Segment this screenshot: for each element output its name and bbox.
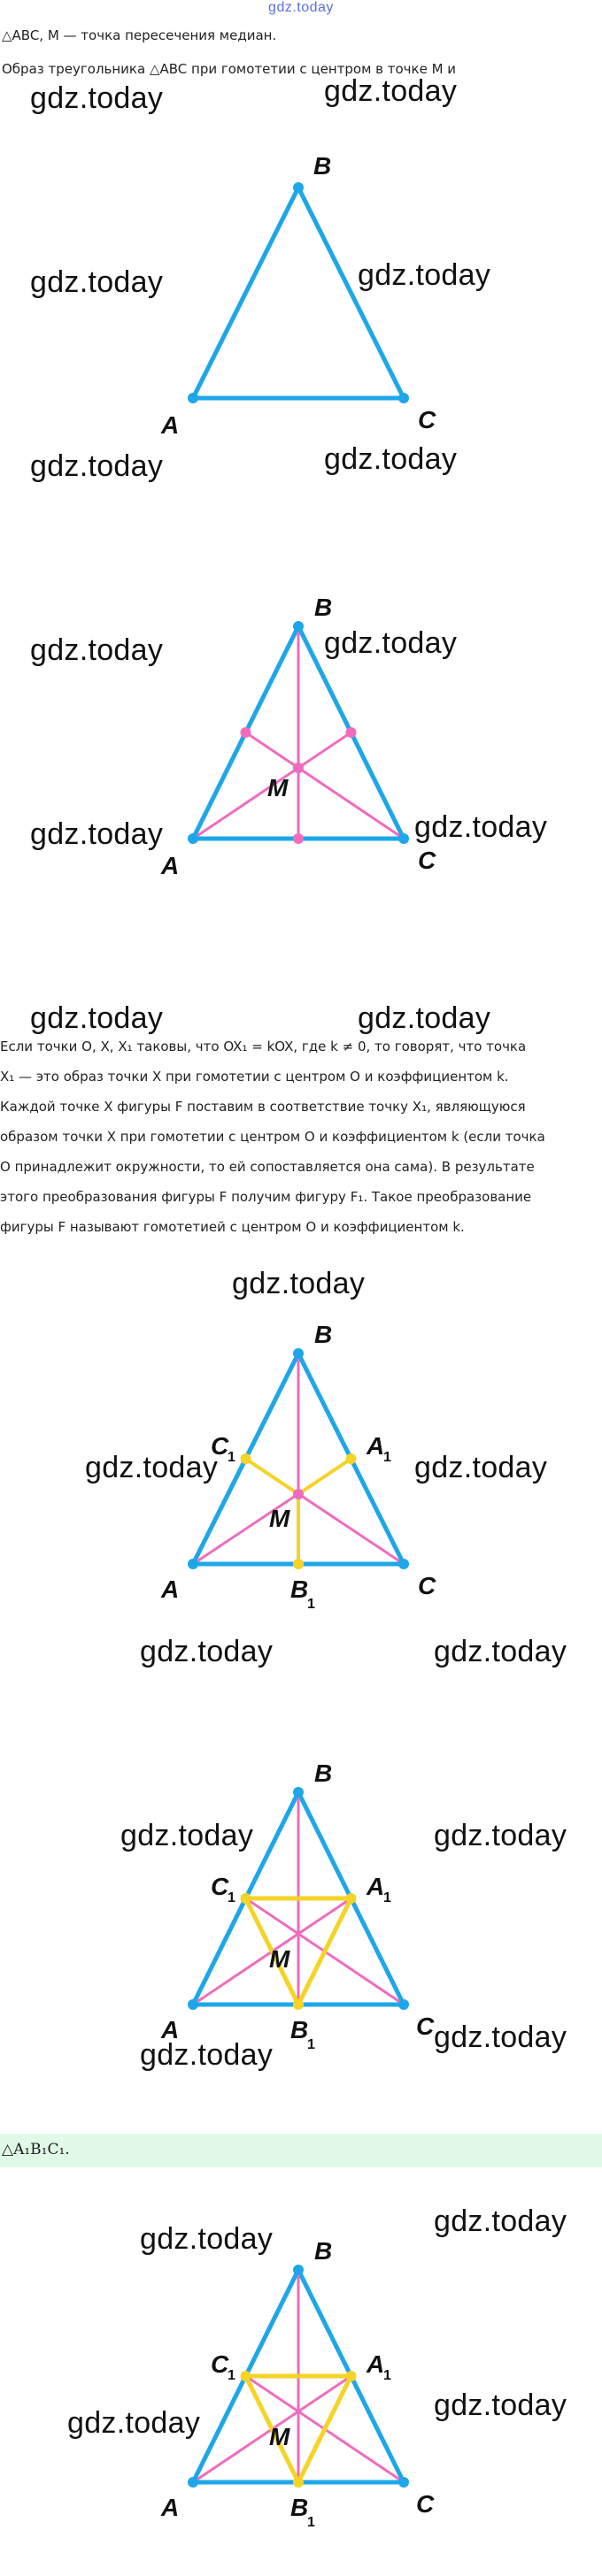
definition-paragraph xyxy=(0,1031,602,1242)
label-a1: A xyxy=(367,1432,385,1460)
label-m: M xyxy=(269,1945,290,1973)
label-a1-sub: 1 xyxy=(383,1450,391,1465)
label-b: B xyxy=(313,152,332,180)
triangle-abc xyxy=(193,188,404,398)
watermark: gdz.today xyxy=(324,74,458,108)
label-a: A xyxy=(161,2494,180,2521)
watermark: gdz.today xyxy=(434,1635,567,1668)
figure-image-triangle xyxy=(0,1760,602,2061)
watermark: gdz.today xyxy=(358,1001,491,1035)
answer-text: △A₁B₁C₁. xyxy=(2,2141,70,2158)
vertex-a xyxy=(188,833,198,844)
label-b: B xyxy=(314,1760,333,1787)
vertex-b xyxy=(293,182,304,193)
label-m: M xyxy=(269,2423,290,2450)
answer-band xyxy=(0,2134,602,2167)
watermark: gdz.today xyxy=(434,2388,567,2422)
label-b1-sub: 1 xyxy=(307,2515,315,2530)
watermark: gdz.today xyxy=(324,442,458,476)
vertex-a xyxy=(188,1999,198,2010)
vertex-c xyxy=(398,1999,409,2010)
label-b1: B xyxy=(290,2016,309,2043)
label-c1: C xyxy=(211,2350,229,2378)
watermark: gdz.today xyxy=(30,265,164,299)
point-c1 xyxy=(241,2371,251,2381)
point-a1 xyxy=(346,1453,357,1464)
watermark: gdz.today xyxy=(140,2222,274,2256)
label-b: B xyxy=(314,2237,333,2265)
watermark: gdz.today xyxy=(434,2020,567,2054)
centroid-m xyxy=(293,1489,304,1499)
midpoint-ac xyxy=(293,833,304,844)
watermark: gdz.today xyxy=(30,817,164,851)
watermark: gdz.today xyxy=(30,449,164,483)
vertex-b xyxy=(293,1348,304,1359)
centroid-m xyxy=(293,763,304,773)
watermark: gdz.today xyxy=(232,1267,366,1300)
midpoint-ab xyxy=(241,727,251,738)
label-a1-sub: 1 xyxy=(383,2368,391,2383)
vertex-a xyxy=(188,2477,198,2488)
label-c1: C xyxy=(211,1873,229,1900)
label-c1-sub: 1 xyxy=(228,1890,235,1905)
label-c: C xyxy=(418,406,436,433)
paragraph-line-2: X₁ — это образ точки X при гомотетии с центром O и коэффициентом k. xyxy=(0,1069,509,1085)
point-b1 xyxy=(293,1999,304,2010)
label-a1-sub: 1 xyxy=(383,1890,391,1905)
watermark: gdz.today xyxy=(85,1451,219,1484)
label-c: C xyxy=(416,2012,435,2040)
label-c1-sub: 1 xyxy=(228,2368,235,2383)
label-b: B xyxy=(314,594,333,621)
watermark: gdz.today xyxy=(30,1001,164,1035)
label-b1-sub: 1 xyxy=(307,1597,315,1612)
label-m: M xyxy=(269,1505,290,1532)
vertex-a xyxy=(188,1559,198,1569)
vertex-b xyxy=(293,2265,304,2275)
vector-m-c1 xyxy=(246,1459,299,1494)
paragraph-line-6: этого преобразования фигуры F получим фигуру F₁. Такое преобразование xyxy=(0,1189,532,1205)
point-a1 xyxy=(346,2371,357,2381)
watermark: gdz.today xyxy=(67,2406,201,2440)
label-b: B xyxy=(314,1321,333,1348)
watermark: gdz.today xyxy=(414,1451,548,1484)
intro-line-2: Образ треугольника △ABC при гомотетии с центром в точке M и xyxy=(2,61,457,77)
watermark: gdz.today xyxy=(434,1819,567,1852)
vertex-b xyxy=(293,621,304,632)
vector-m-a1 xyxy=(298,1459,351,1494)
paragraph-line-1: Если точки O, X, X₁ таковы, что OX₁ = kOX, где k ≠ 0, то говорят, что точка xyxy=(0,1039,527,1054)
vertex-c xyxy=(398,393,409,403)
label-b1: B xyxy=(290,2494,309,2521)
label-b1: B xyxy=(290,1576,309,1603)
label-b1-sub: 1 xyxy=(307,2037,315,2052)
vertex-b xyxy=(293,1787,304,1798)
watermark: gdz.today xyxy=(140,1635,274,1668)
label-a1: A xyxy=(367,1873,385,1900)
paragraph-line-3: Каждой точке X фигуры F поставим в соответствие точку X₁, являющуюся xyxy=(0,1099,526,1115)
label-a: A xyxy=(161,852,180,879)
label-c1-sub: 1 xyxy=(228,1450,235,1465)
point-b1 xyxy=(293,2477,304,2488)
watermark: gdz.today xyxy=(324,626,458,660)
watermark: gdz.today xyxy=(30,81,164,115)
watermark: gdz.today xyxy=(414,810,548,844)
label-c1: C xyxy=(211,1432,229,1460)
paragraph-line-5: O принадлежит окружности, то ей сопоставляется она сама). В результате xyxy=(0,1159,535,1175)
label-a: A xyxy=(161,2016,180,2043)
vertex-a xyxy=(188,393,198,403)
point-c1 xyxy=(241,1453,251,1464)
site-header[interactable]: gdz.today xyxy=(268,0,334,15)
vertex-c xyxy=(398,2477,409,2488)
watermark: gdz.today xyxy=(30,633,164,667)
point-c1 xyxy=(241,1893,251,1904)
point-b1 xyxy=(293,1559,304,1569)
paragraph-line-7: фигуры F называют гомотетией с центром O и коэффициентом k. xyxy=(0,1219,465,1235)
label-c: C xyxy=(418,847,436,874)
vertex-c xyxy=(398,833,409,844)
vertex-c xyxy=(398,1559,409,1569)
label-c: C xyxy=(418,1572,436,1599)
label-a: A xyxy=(161,411,180,439)
label-m: M xyxy=(267,774,289,801)
watermark: gdz.today xyxy=(358,258,491,292)
watermark: gdz.today xyxy=(434,2204,567,2238)
point-a1 xyxy=(346,1893,357,1904)
label-a: A xyxy=(161,1576,180,1603)
intro-line-1: △ABC, M — точка пересечения медиан. xyxy=(2,27,277,43)
watermark: gdz.today xyxy=(120,1819,254,1852)
label-c: C xyxy=(416,2490,435,2518)
label-a1: A xyxy=(367,2350,385,2378)
midpoint-bc xyxy=(346,727,357,738)
watermark: gdz.today xyxy=(140,2038,274,2072)
paragraph-line-4: образом точки X при гомотетии с центром O и коэффициентом k (если точка xyxy=(0,1129,545,1145)
